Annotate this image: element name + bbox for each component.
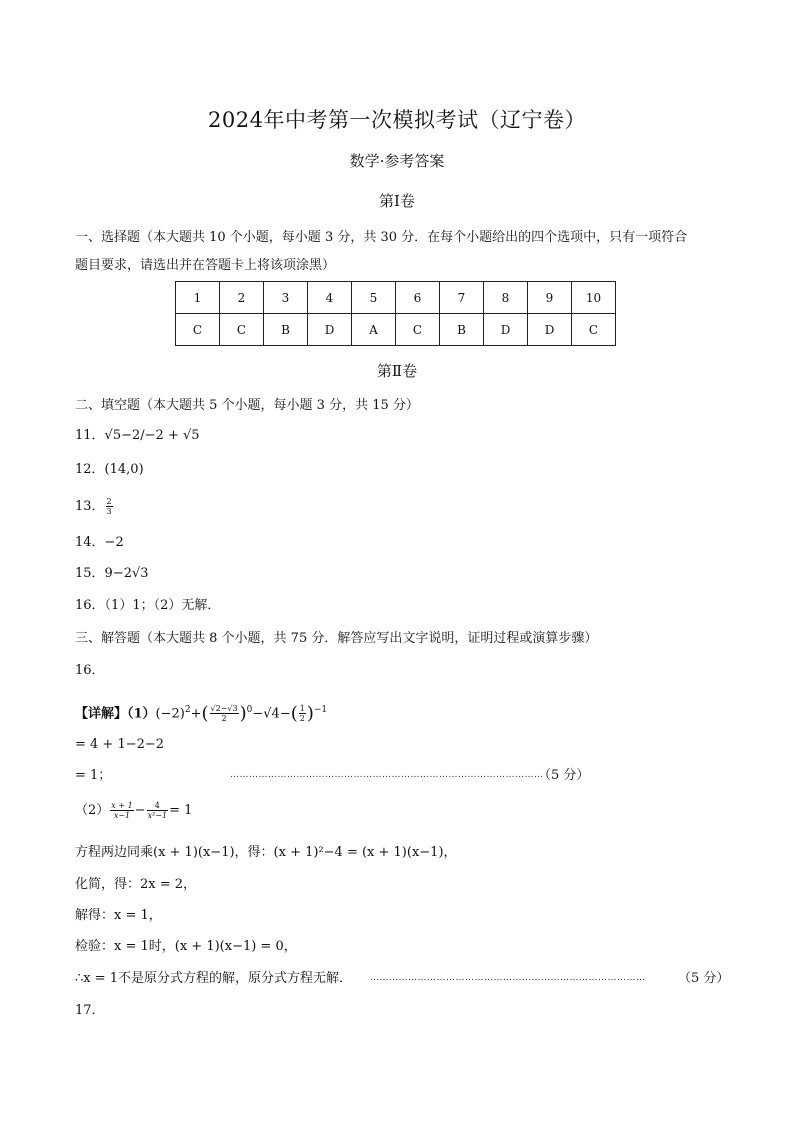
question-number: 4 (308, 282, 352, 314)
section3-heading: 三、解答题（本大题共 8 个小题，共 75 分．解答应写出文字说明，证明过程或演算步骤） (75, 631, 598, 646)
p2-rhs: = 1 (169, 803, 193, 818)
q16-part2-equation: （2） $\frac{x + 1}{x-1}$ − $\frac{4}{\text{x²−1}}$ = 1 (75, 801, 193, 820)
answer-choice: C (220, 314, 264, 346)
exam-subtitle: 数学·参考答案 (349, 152, 445, 170)
detail-label: 【详解】（1） (75, 706, 156, 722)
answer-table-answer-row (176, 314, 616, 346)
p1-score: （5 分） (538, 768, 590, 783)
p2-step5: ∴x = 1不是原分式方程的解，原分式方程无解． (75, 971, 353, 986)
q16-label: 16． (75, 663, 105, 678)
p1-frac-den: 2 (221, 714, 227, 724)
exam-title: 2024年中考第一次模拟考试（辽宁卷） (208, 108, 586, 132)
p2-leader-dots: …………………………………………………………………………… (370, 973, 646, 983)
fill-q13 (75, 497, 114, 516)
p1-frac2-num: 1 (299, 704, 305, 714)
q13-numerator: 2 (106, 497, 112, 506)
p1-mid: −√4− (252, 706, 291, 722)
question-number: 5 (352, 282, 396, 314)
answer-choice: C (572, 314, 616, 346)
answer-choice: A (352, 314, 396, 346)
question-number: 10 (572, 282, 616, 314)
q11-answer: √5−2/−2 + √5 (104, 428, 200, 443)
q11-label: 11． (75, 428, 105, 443)
question-number: 3 (264, 282, 308, 314)
answer-table-number-row (176, 282, 616, 314)
q13-denominator: 3 (106, 507, 112, 516)
q12-answer: (14,0) (104, 462, 144, 477)
p2-label: （2） (75, 803, 110, 818)
p2-step1: 方程两边同乘(x + 1)(x−1)，得：(x + 1)²−4 = (x + 1)(x−1)， (75, 845, 457, 860)
p2-frac1-den: x−1 (113, 811, 131, 820)
p2-frac2-num: 4 (147, 801, 169, 811)
question-number: 2 (220, 282, 264, 314)
q14-answer: −2 (104, 535, 124, 550)
section1-heading-line1: 一、选择题（本大题共 10 个小题，每小题 3 分，共 30 分．在每个小题给出的四个选项中，只有一项符合 (75, 230, 688, 245)
answer-choice: B (264, 314, 308, 346)
p1-exp-b: 0 (246, 705, 253, 715)
q14-label: 14． (75, 535, 105, 550)
p1-frac2-den: 2 (299, 714, 305, 724)
fill-q14 (75, 535, 124, 551)
p1-fraction (210, 704, 239, 723)
p1-line2: = 4 + 1−2−2 (75, 737, 165, 752)
p1-frac-num: √2−√3 (210, 704, 238, 714)
p2-step2: 化简，得：2x = 2， (75, 877, 197, 892)
p1-exp-c: −1 (313, 705, 328, 715)
p2-frac2-den: x²−1 (147, 811, 168, 820)
q12-label: 12． (75, 462, 105, 477)
q13-fraction (106, 497, 113, 516)
p2-fraction1 (110, 801, 133, 820)
p1-exp-a: 2 (184, 705, 191, 715)
p1-fraction2 (299, 704, 306, 723)
q15-answer: 9−2√3 (104, 566, 149, 581)
p2-frac1-num: x + 1 (111, 801, 133, 810)
p2-score: （5 分） (678, 971, 730, 986)
fill-q16: 16．（1）1；（2）无解． (75, 598, 221, 613)
q13-label: 13． (75, 499, 105, 514)
answer-choice: B (440, 314, 484, 346)
question-number: 1 (176, 282, 220, 314)
q17-label: 17． (75, 1003, 105, 1018)
section2-heading: 二、填空题（本大题共 5 个小题，每小题 3 分，共 15 分） (75, 398, 419, 413)
question-number: 6 (396, 282, 440, 314)
answer-choice: D (308, 314, 352, 346)
answer-choice: D (528, 314, 572, 346)
answer-choice: C (396, 314, 440, 346)
question-number: 7 (440, 282, 484, 314)
question-number: 8 (484, 282, 528, 314)
p1-leader-dots: ……………………………………………………………………………………… (230, 770, 544, 780)
fill-q11 (75, 428, 200, 444)
p2-step3: 解得：x = 1， (75, 908, 162, 923)
p1-line3: = 1； (75, 768, 112, 783)
volume-two-heading: 第Ⅱ卷 (376, 362, 418, 380)
answer-choice: D (484, 314, 528, 346)
volume-one-heading: 第Ⅰ卷 (379, 192, 415, 210)
p2-fraction2 (147, 801, 169, 820)
q15-label: 15． (75, 566, 105, 581)
question-number: 9 (528, 282, 572, 314)
answer-choice: C (176, 314, 220, 346)
p2-step4: 检验：x = 1时，(x + 1)(x−1) = 0， (75, 939, 297, 954)
fill-q15 (75, 566, 149, 582)
q16-part1-expression: 【详解】$(1)(-2)^2+$( $\frac{√2-√3}{2}$ )$^0$−√4−( $\frac{1}{2}$ )$^{-1}$ (75, 702, 328, 724)
answer-table (175, 281, 616, 346)
section1-heading-line2: 题目要求，请选出并在答题卡上将该项涂黑） (75, 258, 336, 273)
fill-q12 (75, 462, 144, 478)
p1-term1: (−2) (155, 706, 185, 722)
